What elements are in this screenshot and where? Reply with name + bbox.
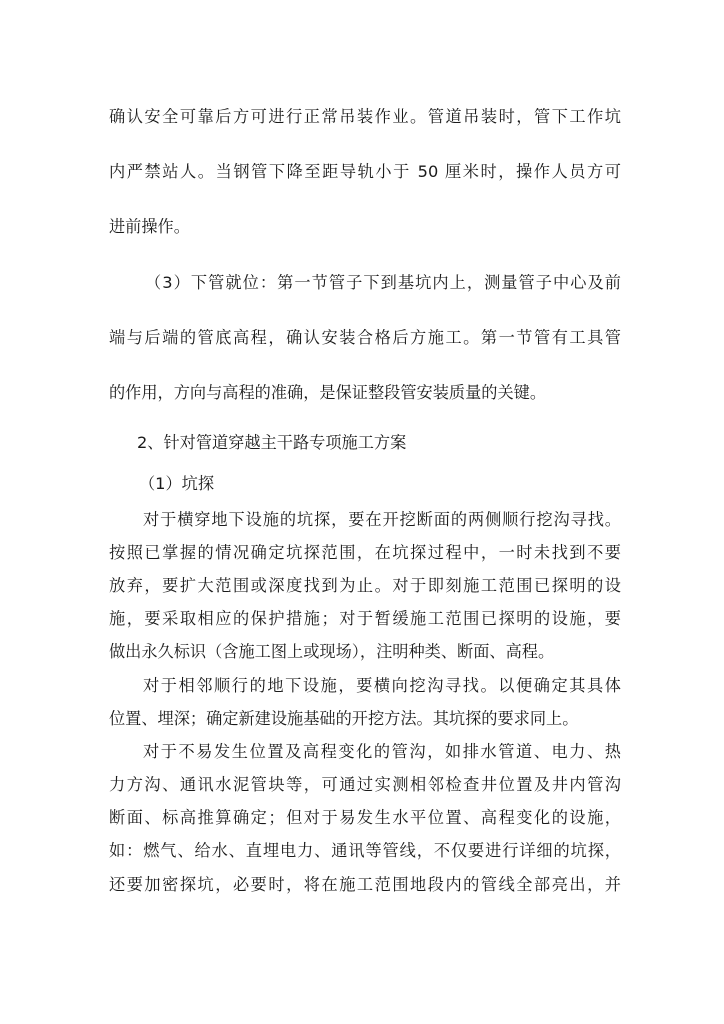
subsection-heading: （1）坑探	[139, 474, 215, 493]
text-line: 做出永久标识（含施工图上或现场），注明种类、断面、高程。	[109, 642, 555, 661]
text-line: 的作用，方向与高程的准确，是保证整段管安装质量的关键。	[109, 383, 547, 402]
text-line: 按照已掌握的情况确定坑探范围，在坑探过程中，一时未找到不要	[109, 543, 621, 562]
text-line: 端与后端的管底高程，确认安装合格后方施工。第一节管有工具管	[109, 328, 621, 347]
text-line: 进前操作。	[109, 217, 190, 236]
text-line: 力方沟、通讯水泥管块等，可通过实测相邻检查井位置及井内管沟	[109, 775, 621, 794]
text-line: 对于相邻顺行的地下设施，要横向挖沟寻找。以便确定其具体	[143, 676, 621, 695]
text-line: 位置、埋深；确定新建设施基础的开挖方法。其坑探的要求同上。	[109, 709, 579, 728]
text-line: 对于不易发生位置及高程变化的管沟，如排水管道、电力、热	[143, 742, 621, 761]
text-line: 确认安全可靠后方可进行正常吊装作业。管道吊装时，管下工作坑	[109, 107, 621, 126]
text-line: 对于横穿地下设施的坑探，要在开挖断面的两侧顺行挖沟寻找。	[143, 510, 621, 529]
text-line: 施，要采取相应的保护措施；对于暂缓施工范围已探明的设施，要	[109, 609, 621, 628]
text-line: 断面、标高推算确定；但对于易发生水平位置、高程变化的设施，	[109, 808, 621, 827]
text-line: 内严禁站人。当钢管下降至距导轨小于 50 厘米时，操作人员方可	[109, 162, 621, 181]
text-line: 如：燃气、给水、直埋电力、通讯等管线，不仅要进行详细的坑探，	[109, 841, 621, 860]
section-heading: 2、针对管道穿越主干路专项施工方案	[137, 433, 407, 452]
text-line: 放弃，要扩大范围或深度找到为止。对于即刻施工范围已探明的设	[109, 576, 621, 595]
text-line: 还要加密探坑，必要时，将在施工范围地段内的管线全部亮出，并	[109, 875, 621, 894]
text-line: （3）下管就位：第一节管子下到基坑内上，测量管子中心及前	[145, 273, 621, 292]
